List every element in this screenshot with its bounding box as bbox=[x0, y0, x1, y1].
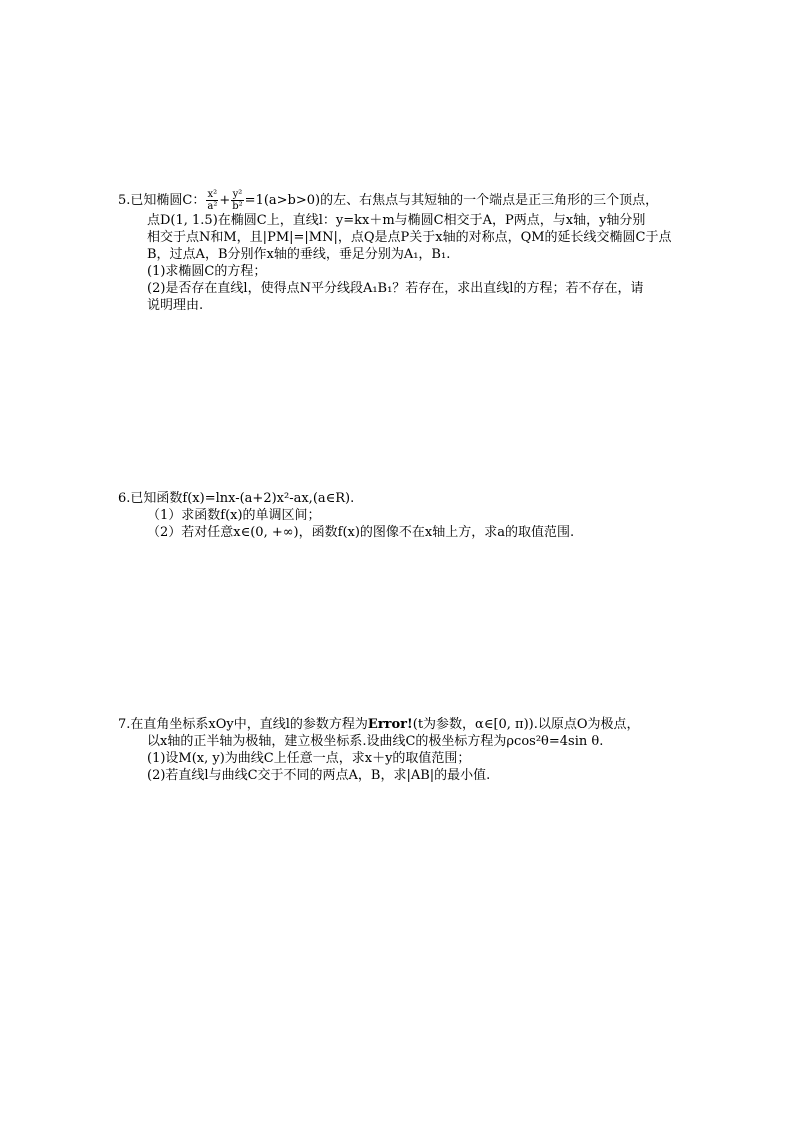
problem-5 bbox=[118, 189, 708, 314]
problem-6-part-2: （2）若对任意x∈(0, +∞)，函数f(x)的图像不在x轴上方，求a的取值范围. bbox=[147, 525, 575, 540]
fraction-denominator: b² bbox=[232, 201, 243, 212]
error-placeholder: Error! bbox=[367, 717, 413, 732]
problem-7 bbox=[118, 716, 708, 784]
problem-7-line-2: 以x轴的正半轴为极轴，建立极坐标系.设曲线C的极坐标方程为ρcos²θ=4sin θ. bbox=[147, 734, 604, 749]
fraction-numerator: x² bbox=[207, 189, 218, 200]
plus-sign: + bbox=[219, 193, 231, 208]
problem-5-head: 5.已知椭圆C： bbox=[118, 193, 206, 208]
problem-7-part-1: (1)设M(x, y)为曲线C上任意一点，求x＋y的取值范围； bbox=[147, 751, 471, 766]
problem-5-part-1: (1)求椭圆C的方程； bbox=[147, 264, 267, 279]
problem-6 bbox=[118, 490, 708, 541]
problem-7-line-1 bbox=[118, 716, 708, 733]
problem-7-part-2: (2)若直线l与曲线C交于不同的两点A，B，求|AB|的最小值. bbox=[147, 768, 491, 783]
problem-7-head-rest: (t为参数，α∈[0, π)).以原点O为极点， bbox=[412, 717, 640, 732]
problem-5-part-2: (2)是否存在直线l，使得点N平分线段A₁B₁？若存在，求出直线l的方程；若不存在，请 bbox=[147, 281, 644, 296]
problem-5-head-rest: =1(a>b>0)的左、右焦点与其短轴的一个端点是正三角形的三个顶点， bbox=[244, 193, 659, 208]
fraction-y2-b2 bbox=[231, 189, 243, 212]
fraction-x2-a2 bbox=[206, 189, 218, 212]
problem-5-line-2: 点D(1, 1.5)在椭圆C上，直线l：y=kx＋m与椭圆C相交于A，P两点，与x轴，y轴分别 bbox=[147, 213, 646, 228]
problem-5-line-1 bbox=[118, 189, 708, 212]
problem-7-head: 7.在直角坐标系xOy中，直线l的参数方程为 bbox=[118, 717, 368, 732]
problem-6-line-1: 6.已知函数f(x)=lnx-(a+2)x²-ax,(a∈R). bbox=[118, 491, 355, 506]
problem-6-part-1: （1）求函数f(x)的单调区间； bbox=[147, 508, 321, 523]
problem-5-line-3: 相交于点N和M，且|PM|=|MN|，点Q是点P关于x轴的对称点，QM的延长线交椭圆C于点 bbox=[147, 230, 672, 245]
fraction-denominator: a² bbox=[207, 201, 218, 212]
fraction-numerator: y² bbox=[232, 189, 243, 200]
problem-5-line-4: B，过点A，B分别作x轴的垂线，垂足分别为A₁，B₁. bbox=[147, 247, 451, 262]
problem-5-part-2-cont: 说明理由. bbox=[147, 298, 204, 313]
